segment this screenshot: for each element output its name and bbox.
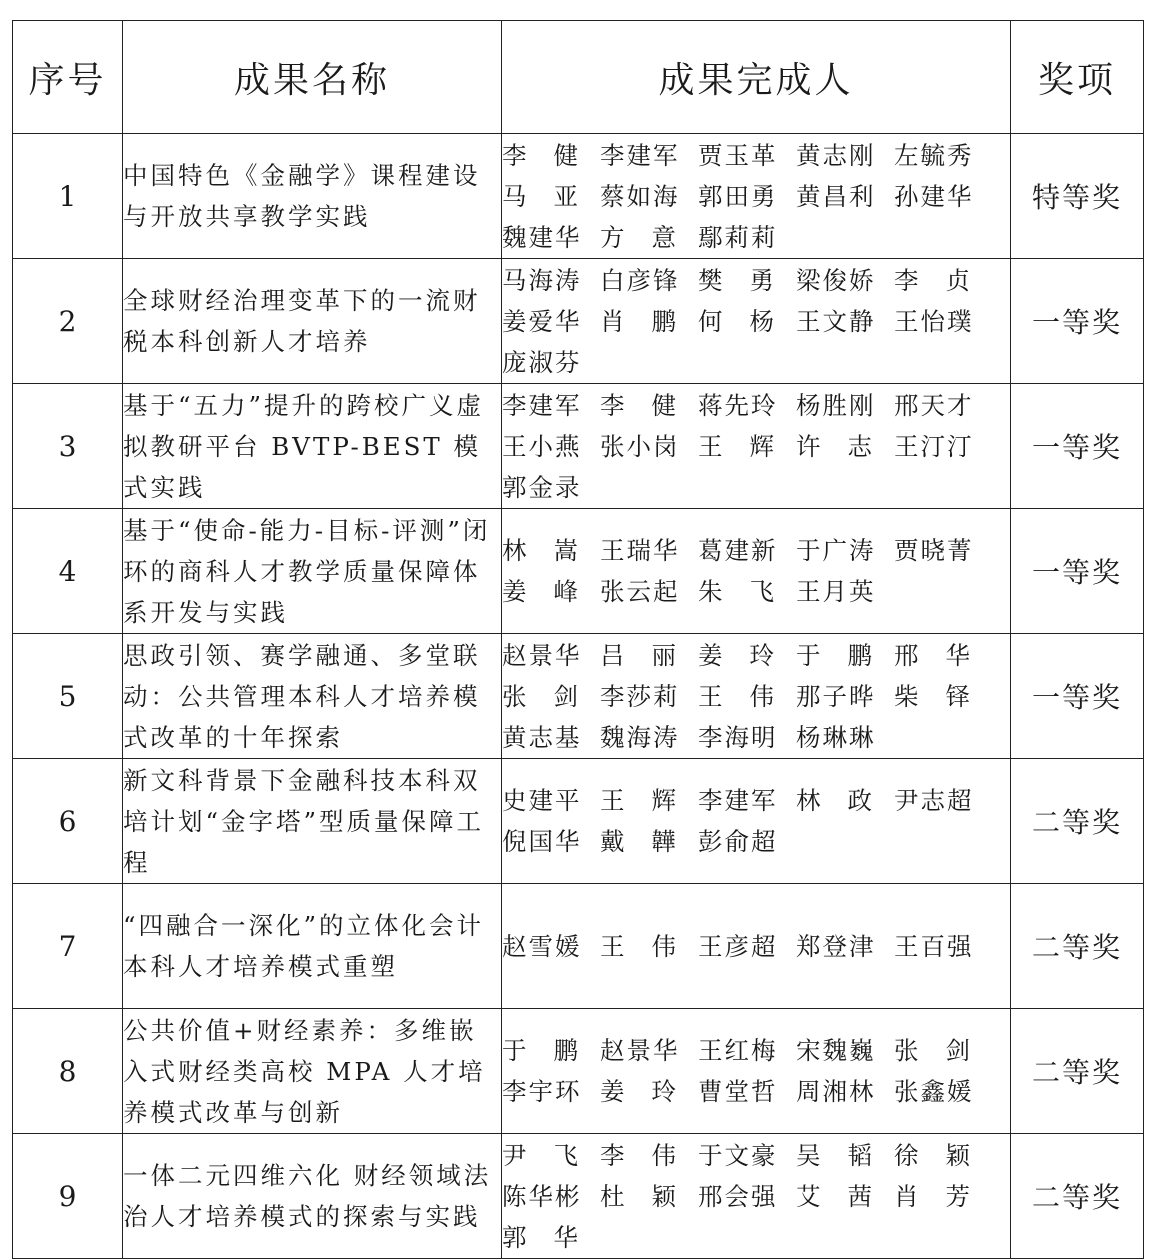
achievement-title: 全球财经治理变革下的一流财税本科创新人才培养	[123, 259, 502, 384]
person-name: 吕丽	[600, 640, 703, 670]
row-index: 4	[13, 509, 123, 634]
person-name: 马海涛	[502, 265, 582, 295]
people-list	[502, 530, 1010, 612]
person-name: 杨胜刚	[796, 390, 876, 420]
row-index: 7	[13, 884, 123, 1009]
person-name: 李伟	[600, 1140, 703, 1170]
person-name: 王瑞华	[600, 536, 680, 565]
achievement-people	[502, 384, 1011, 509]
person-name: 马亚	[502, 181, 605, 211]
person-name: 林嵩	[502, 536, 605, 565]
person-name: 徐颖	[894, 1140, 997, 1170]
person-name: 李建军	[502, 390, 582, 420]
person-name: 于鹏	[502, 1036, 605, 1065]
person-name: 梁俊娇	[796, 265, 876, 295]
row-index: 8	[13, 1009, 123, 1134]
row-index: 5	[13, 634, 123, 759]
person-name: 左毓秀	[894, 140, 974, 170]
achievement-people	[502, 1009, 1011, 1134]
person-name: 李宇环	[502, 1077, 582, 1106]
achievement-title: 一体二元四维六化 财经领域法治人才培养模式的探索与实践	[123, 1134, 502, 1259]
header-people: 成果完成人	[502, 21, 1011, 134]
person-name: 王百强	[894, 931, 974, 961]
table-row	[13, 259, 1144, 384]
achievement-title: 思政引领、赛学融通、多堂联动：公共管理本科人才培养模式改革的十年探索	[123, 634, 502, 759]
person-name: 李健	[502, 140, 605, 170]
person-name: 赵雪媛	[502, 931, 582, 961]
person-name: 郭华	[502, 1222, 605, 1252]
achievement-people	[502, 634, 1011, 759]
people-list	[502, 260, 1010, 383]
person-name: 李建军	[698, 786, 778, 815]
table-row	[13, 884, 1144, 1009]
person-name: 葛建新	[698, 536, 778, 565]
row-index: 6	[13, 759, 123, 884]
person-name: 黄昌利	[796, 181, 876, 211]
person-name: 许志	[796, 431, 899, 461]
person-name: 王辉	[600, 786, 703, 815]
person-name: 姜玲	[698, 640, 801, 670]
person-name: 蔡如海	[600, 181, 680, 211]
award-level: 一等奖	[1011, 259, 1144, 384]
person-name: 杨琳琳	[796, 722, 876, 752]
person-name: 张云起	[600, 577, 680, 606]
person-name: 庞淑芬	[502, 347, 582, 377]
person-name: 于鹏	[796, 640, 899, 670]
person-name: 方意	[600, 222, 703, 252]
person-name: 于文豪	[698, 1140, 778, 1170]
table-row	[13, 1009, 1144, 1134]
achievement-title: 基于“五力”提升的跨校广义虚拟教研平台 BVTP-BEST 模式实践	[123, 384, 502, 509]
person-name: 孙建华	[894, 181, 974, 211]
people-list	[502, 135, 1010, 258]
person-name: 姜爱华	[502, 306, 582, 336]
table-row	[13, 509, 1144, 634]
person-name: 王红梅	[698, 1036, 778, 1065]
person-name: 郭金录	[502, 472, 582, 502]
person-name: 王伟	[600, 931, 703, 961]
person-name: 王汀汀	[894, 431, 974, 461]
achievement-people	[502, 509, 1011, 634]
person-name: 李贞	[894, 265, 997, 295]
achievement-people	[502, 259, 1011, 384]
person-name: 王小燕	[502, 431, 582, 461]
person-name: 王彦超	[698, 931, 778, 961]
person-name: 姜峰	[502, 577, 605, 606]
person-name: 邢天才	[894, 390, 974, 420]
table-row	[13, 634, 1144, 759]
person-name: 黄志基	[502, 722, 582, 752]
people-list	[502, 385, 1010, 508]
person-name: 张剑	[502, 681, 605, 711]
person-name: 贾玉革	[698, 140, 778, 170]
person-name: 王文静	[796, 306, 876, 336]
person-name: 林政	[796, 786, 899, 815]
achievement-people	[502, 884, 1011, 1009]
person-name: 樊勇	[698, 265, 801, 295]
person-name: 李莎莉	[600, 681, 680, 711]
achievement-title: 新文科背景下金融科技本科双培计划“金字塔”型质量保障工程	[123, 759, 502, 884]
header-row	[13, 21, 1144, 134]
achievement-people	[502, 759, 1011, 884]
person-name: 鄢莉莉	[698, 222, 778, 252]
person-name: 倪国华	[502, 827, 582, 856]
achievement-title: 中国特色《金融学》课程建设与开放共享教学实践	[123, 134, 502, 259]
person-name: 蒋先玲	[698, 390, 778, 420]
award-level: 一等奖	[1011, 384, 1144, 509]
award-level: 二等奖	[1011, 759, 1144, 884]
person-name: 白彦锋	[600, 265, 680, 295]
person-name: 王辉	[698, 431, 801, 461]
person-name: 于广涛	[796, 536, 876, 565]
person-name: 张剑	[894, 1036, 997, 1065]
person-name: 尹飞	[502, 1140, 605, 1170]
person-name: 贾晓菁	[894, 536, 974, 565]
person-name: 吴韬	[796, 1140, 899, 1170]
person-name: 那子晔	[796, 681, 876, 711]
person-name: 周湘林	[796, 1077, 876, 1106]
achievement-title: “四融合一深化”的立体化会计本科人才培养模式重塑	[123, 884, 502, 1009]
person-name: 尹志超	[894, 786, 974, 815]
people-list	[502, 926, 1010, 967]
award-level: 二等奖	[1011, 884, 1144, 1009]
award-level: 一等奖	[1011, 509, 1144, 634]
person-name: 柴铎	[894, 681, 997, 711]
row-index: 2	[13, 259, 123, 384]
person-name: 陈华彬	[502, 1181, 582, 1211]
person-name: 郭田勇	[698, 181, 778, 211]
person-name: 姜玲	[600, 1077, 703, 1106]
person-name: 杜颖	[600, 1181, 703, 1211]
person-name: 魏建华	[502, 222, 582, 252]
header-index: 序号	[13, 21, 123, 134]
row-index: 3	[13, 384, 123, 509]
person-name: 王怡璞	[894, 306, 974, 336]
row-index: 1	[13, 134, 123, 259]
person-name: 黄志刚	[796, 140, 876, 170]
person-name: 赵景华	[600, 1036, 680, 1065]
person-name: 李健	[600, 390, 703, 420]
person-name: 何杨	[698, 306, 801, 336]
person-name: 朱飞	[698, 577, 801, 606]
person-name: 肖鹏	[600, 306, 703, 336]
award-level: 二等奖	[1011, 1134, 1144, 1259]
person-name: 曹堂哲	[698, 1077, 778, 1106]
award-level: 二等奖	[1011, 1009, 1144, 1134]
table-row	[13, 384, 1144, 509]
person-name: 王月英	[796, 577, 876, 606]
awards-table	[12, 20, 1144, 1259]
table-row	[13, 759, 1144, 884]
person-name: 张小岗	[600, 431, 680, 461]
person-name: 史建平	[502, 786, 582, 815]
people-list	[502, 635, 1010, 758]
person-name: 艾茜	[796, 1181, 899, 1211]
people-list	[502, 1135, 1010, 1258]
person-name: 彭俞超	[698, 827, 778, 856]
people-list	[502, 780, 1010, 862]
person-name: 魏海涛	[600, 722, 680, 752]
person-name: 赵景华	[502, 640, 582, 670]
person-name: 张鑫媛	[894, 1077, 974, 1106]
person-name: 宋魏巍	[796, 1036, 876, 1065]
person-name: 邢华	[894, 640, 997, 670]
person-name: 邢会强	[698, 1181, 778, 1211]
person-name: 李建军	[600, 140, 680, 170]
table-row	[13, 134, 1144, 259]
person-name: 肖芳	[894, 1181, 997, 1211]
people-list	[502, 1030, 1010, 1112]
header-award: 奖项	[1011, 21, 1144, 134]
award-level: 一等奖	[1011, 634, 1144, 759]
achievement-people	[502, 134, 1011, 259]
achievement-title: 公共价值+财经素养：多维嵌入式财经类高校 MPA 人才培养模式改革与创新	[123, 1009, 502, 1134]
award-level: 特等奖	[1011, 134, 1144, 259]
achievement-title: 基于“使命-能力-目标-评测”闭环的商科人才教学质量保障体系开发与实践	[123, 509, 502, 634]
person-name: 李海明	[698, 722, 778, 752]
row-index: 9	[13, 1134, 123, 1259]
table-row	[13, 1134, 1144, 1259]
achievement-people	[502, 1134, 1011, 1259]
person-name: 王伟	[698, 681, 801, 711]
person-name: 郑登津	[796, 931, 876, 961]
header-title: 成果名称	[123, 21, 502, 134]
person-name: 戴韡	[600, 827, 703, 856]
